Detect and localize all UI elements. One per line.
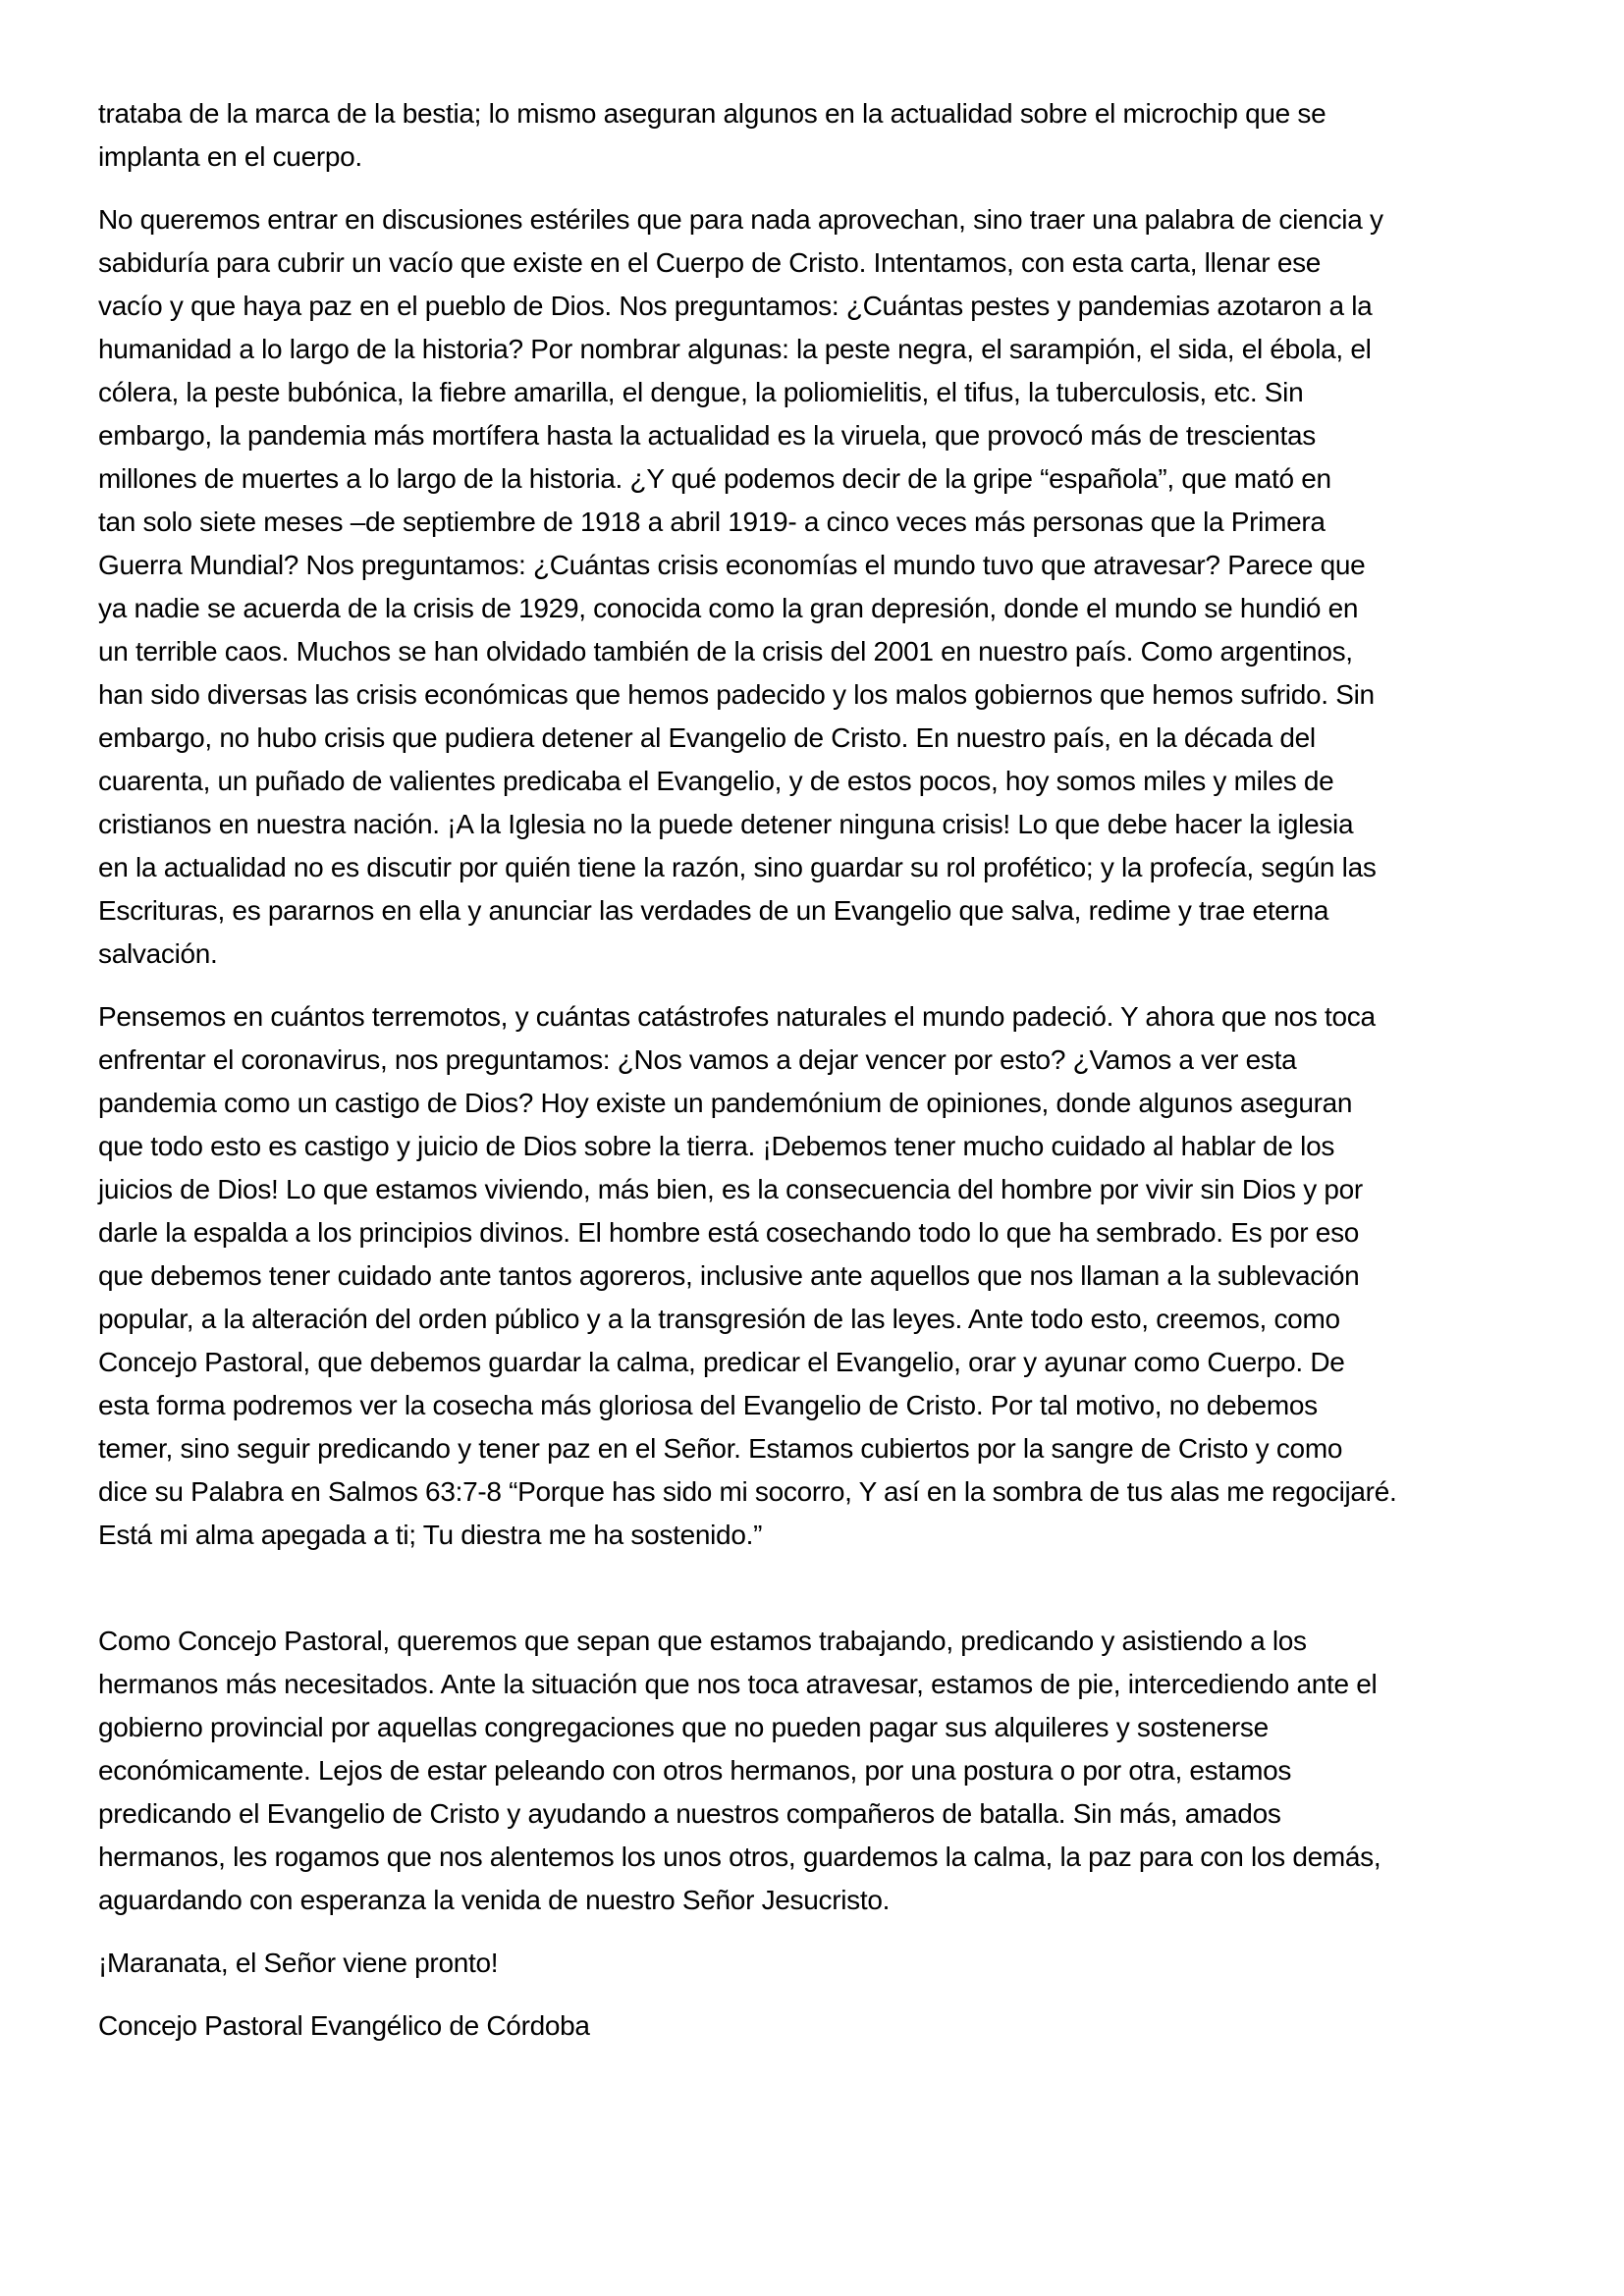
text-line: trataba de la marca de la bestia; lo mismo aseguran algunos en la actualidad sobre el microchip que se bbox=[98, 98, 1326, 129]
text-line: hermanos, les rogamos que nos alentemos los unos otros, guardemos la calma, la paz para con los demás, bbox=[98, 1842, 1381, 1872]
text-line: pandemia como un castigo de Dios? Hoy existe un pandemónium de opiniones, donde algunos aseguran bbox=[98, 1088, 1353, 1118]
text-line: un terrible caos. Muchos se han olvidado también de la crisis del 2001 en nuestro país. Como argentinos, bbox=[98, 636, 1353, 667]
paragraph bbox=[98, 198, 1526, 976]
text-line: predicando el Evangelio de Cristo y ayudando a nuestros compañeros de batalla. Sin más, amados bbox=[98, 1798, 1281, 1829]
paragraph bbox=[98, 1942, 1526, 1985]
text-line: ya nadie se acuerda de la crisis de 1929, conocida como la gran depresión, donde el mundo se hundió en bbox=[98, 593, 1359, 623]
paragraph bbox=[98, 2004, 1526, 2048]
text-line: embargo, la pandemia más mortífera hasta la actualidad es la viruela, que provocó más de trescientas bbox=[98, 420, 1317, 451]
text-line: No queremos entrar en discusiones estériles que para nada aprovechan, sino traer una palabra de ciencia y bbox=[98, 204, 1383, 235]
text-line: Pensemos en cuántos terremotos, y cuántas catástrofes naturales el mundo padeció. Y ahora que nos toca bbox=[98, 1001, 1376, 1032]
text-line: embargo, no hubo crisis que pudiera detener al Evangelio de Cristo. En nuestro país, en la década del bbox=[98, 722, 1316, 753]
paragraph bbox=[98, 1620, 1526, 1922]
text-line: sabiduría para cubrir un vacío que existe en el Cuerpo de Cristo. Intentamos, con esta carta, llenar ese bbox=[98, 247, 1322, 278]
text-line: aguardando con esperanza la venida de nuestro Señor Jesucristo. bbox=[98, 1885, 891, 1915]
text-line: económicamente. Lejos de estar peleando con otros hermanos, por una postura o por otra, estamos bbox=[98, 1755, 1292, 1786]
text-line: han sido diversas las crisis económicas que hemos padecido y los malos gobiernos que hemos sufrido. Sin bbox=[98, 679, 1375, 710]
text-line: millones de muertes a lo largo de la historia. ¿Y qué podemos decir de la gripe “española”, que mató en bbox=[98, 463, 1331, 494]
text-line: Está mi alma apegada a ti; Tu diestra me ha sostenido.” bbox=[98, 1520, 763, 1550]
text-line: esta forma podremos ver la cosecha más gloriosa del Evangelio de Cristo. Por tal motivo, no debemos bbox=[98, 1390, 1318, 1420]
text-line: cuarenta, un puñado de valientes predicaba el Evangelio, y de estos pocos, hoy somos miles y miles de bbox=[98, 766, 1334, 796]
text-line: popular, a la alteración del orden público y a la transgresión de las leyes. Ante todo esto, creemos, como bbox=[98, 1304, 1340, 1334]
document-body bbox=[98, 92, 1526, 2048]
text-line: gobierno provincial por aquellas congregaciones que no pueden pagar sus alquileres y sostenerse bbox=[98, 1712, 1269, 1742]
text-line: temer, sino seguir predicando y tener paz en el Señor. Estamos cubiertos por la sangre de Cristo y como bbox=[98, 1433, 1343, 1464]
text-line: enfrentar el coronavirus, nos preguntamos: ¿Nos vamos a dejar vencer por esto? ¿Vamos a ver esta bbox=[98, 1044, 1297, 1075]
text-line: que debemos tener cuidado ante tantos agoreros, inclusive ante aquellos que nos llaman a la sublevación bbox=[98, 1260, 1360, 1291]
text-line: darle la espalda a los principios divinos. El hombre está cosechando todo lo que ha sembrado. Es por eso bbox=[98, 1217, 1360, 1248]
paragraph bbox=[98, 92, 1526, 179]
text-line: Concejo Pastoral, que debemos guardar la calma, predicar el Evangelio, orar y ayunar como Cuerpo. De bbox=[98, 1347, 1345, 1377]
text-line: Como Concejo Pastoral, queremos que sepan que estamos trabajando, predicando y asistiendo a los bbox=[98, 1626, 1307, 1656]
text-line: ¡Maranata, el Señor viene pronto! bbox=[98, 1948, 499, 1978]
text-line: vacío y que haya paz en el pueblo de Dios. Nos preguntamos: ¿Cuántas pestes y pandemias azotaron a la bbox=[98, 291, 1373, 321]
text-line: Concejo Pastoral Evangélico de Córdoba bbox=[98, 2010, 590, 2041]
text-line: tan solo siete meses –de septiembre de 1918 a abril 1919- a cinco veces más personas que la Primera bbox=[98, 507, 1326, 537]
text-line: cristianos en nuestra nación. ¡A la Iglesia no la puede detener ninguna crisis! Lo que debe hacer la iglesia bbox=[98, 809, 1354, 839]
text-line: hermanos más necesitados. Ante la situación que nos toca atravesar, estamos de pie, intercediendo ante el bbox=[98, 1669, 1378, 1699]
text-line: en la actualidad no es discutir por quién tiene la razón, sino guardar su rol profético; y la profecía, según las bbox=[98, 852, 1377, 882]
text-line: humanidad a lo largo de la historia? Por nombrar algunas: la peste negra, el sarampión, el sida, el ébola, el bbox=[98, 334, 1372, 364]
text-line: implanta en el cuerpo. bbox=[98, 141, 362, 172]
text-line: salvación. bbox=[98, 938, 218, 969]
text-line: Escrituras, es pararnos en ella y anunciar las verdades de un Evangelio que salva, redime y trae eterna bbox=[98, 895, 1329, 926]
text-line: cólera, la peste bubónica, la fiebre amarilla, el dengue, la poliomielitis, el tifus, la tuberculosis, etc. Sin bbox=[98, 377, 1304, 407]
text-line: dice su Palabra en Salmos 63:7-8 “Porque has sido mi socorro, Y así en la sombra de tus alas me regocijaré. bbox=[98, 1476, 1397, 1507]
text-line: juicios de Dios! Lo que estamos viviendo, más bien, es la consecuencia del hombre por vivir sin Dios y por bbox=[98, 1174, 1363, 1204]
text-line: Guerra Mundial? Nos preguntamos: ¿Cuántas crisis economías el mundo tuvo que atravesar? Parece que bbox=[98, 550, 1366, 580]
text-line: que todo esto es castigo y juicio de Dios sobre la tierra. ¡Debemos tener mucho cuidado al hablar de los bbox=[98, 1131, 1335, 1161]
paragraph bbox=[98, 995, 1526, 1557]
